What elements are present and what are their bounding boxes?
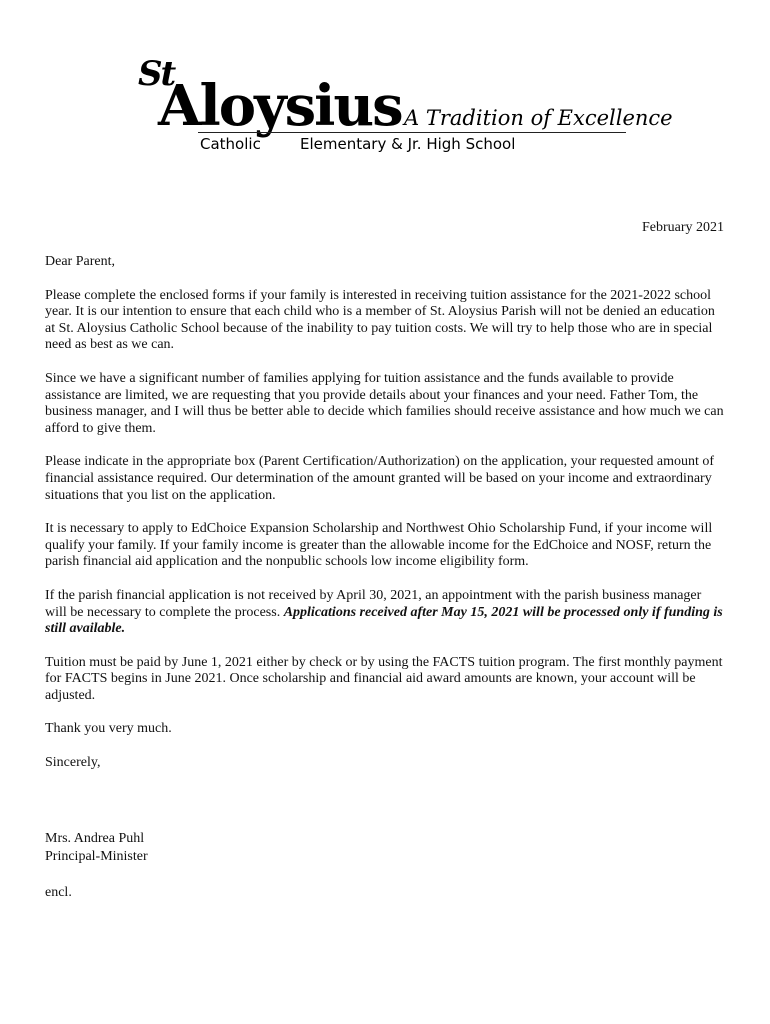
signer-name: Mrs. Andrea Puhl <box>45 831 145 846</box>
school-letterhead-logo <box>138 46 673 166</box>
logo-subtitle-left: Catholic <box>200 135 261 153</box>
letter-date: February 2021 <box>641 220 724 235</box>
letter-body <box>45 254 725 789</box>
closing-line: Sincerely, <box>45 755 101 771</box>
paragraph-payment: Tuition must be paid by June 1, 2021 either by check or by using the FACTS tuition program. The first monthly payment for FACTS begins in June 2021. Once scholarship and financial aid award amounts are known, your account will be adjusted. <box>45 654 723 703</box>
paragraph-tuition-assistance: Please complete the enclosed forms if your family is interested in receiving tuition assistance for the 2021-2022 school year. It is our intention to ensure that each child who is a member of St. Aloysius Parish will not be denied an education at St. Aloysius Catholic School because of the inability to pay tuition costs. We will try to help those who are in special need as best as we can. <box>45 287 715 353</box>
signature-block <box>45 830 148 866</box>
paragraph-deadline <box>45 588 725 638</box>
thanks-line: Thank you very much. <box>45 721 172 737</box>
logo-divider <box>198 132 626 133</box>
deadline-emphasis: Applications received after May 15, 2021 will be processed only if funding is still available. <box>45 604 723 637</box>
enclosure-note: encl. <box>45 885 72 900</box>
logo-subtitle-right: Elementary & Jr. High School <box>300 135 516 153</box>
logo-tagline: A Tradition of Excellence <box>404 106 673 130</box>
salutation: Dear Parent, <box>45 254 115 269</box>
logo-st-text: St <box>138 54 175 94</box>
paragraph-financial-details: Since we have a significant number of families applying for tuition assistance and the funds available to provide assistance are limited, we are requesting that you provide details about your finances and your need. Father Tom, the business manager, and I will thus be better able to decide which families should receive assistance and how much we can afford to give them. <box>45 370 724 436</box>
paragraph-scholarships: It is necessary to apply to EdChoice Expansion Scholarship and Northwest Ohio Scholarship Fund, if your income will qualify your family. If your family income is greater than the allowable income for the EdChoice and NOSF, return the parish financial aid application and the nonpublic schools low income eligibility form. <box>45 521 713 570</box>
deadline-text: If the parish financial application is not received by April 30, 2021, an appointment with the parish business manager will be necessary to complete the process. <box>45 587 702 620</box>
logo-name-text: Aloysius <box>158 73 402 139</box>
paragraph-requested-amount: Please indicate in the appropriate box (Parent Certification/Authorization) on the application, your requested amount of financial assistance required. Our determination of the amount granted will be based on your income and extraordinary situations that you list on the application. <box>45 454 715 503</box>
signer-title: Principal-Minister <box>45 849 148 864</box>
